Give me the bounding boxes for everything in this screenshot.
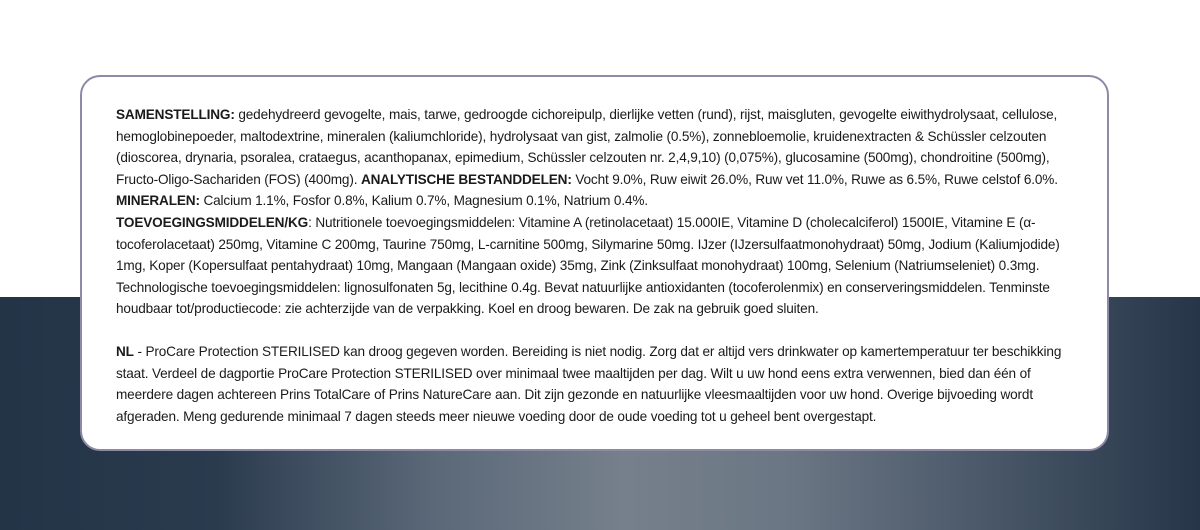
composition-paragraph [116,104,1089,320]
instructions-text: - ProCare Protection STERILISED kan droog gegeven worden. Bereiding is niet nodig. Zorg dat er altijd vers drinkwater op kamertemperatuur ter beschikking staat. Verdeel de dagportie ProCare Protection STERILISED over minimaal twee maaltijden per dag. Wilt u uw hond eens extra verwennen, bied dan één of meerdere dagen achtereen Prins TotalCare of Prins NatureCare aan. Dit zijn gezonde en natuurlijke vleesmaaltijden voor uw hond. Overige bijvoeding wordt afgeraden. Meng gedurende minimaal 7 dagen steeds meer nieuwe voeding door de oude voeding tot u geheel bent overgestapt. [116,343,1062,424]
composition-text: gedehydreerd gevogelte, mais, tarwe, gedroogde cichoreipulp, dierlijke vetten (rund), rijst, maisgluten, gevogelte eiwithydrolysaat, cellulose, hemoglobinepoeder, maltodextrine, mineralen (kaliumchloride), hydrolysaat van gist, zalmolie (0.5%), zonnebloemolie, kruidenextracten & Schüssler celzouten (dioscorea, drynaria, psoralea, crataegus, acanthopanax, epimedium, Schüssler celzouten nr. 2,4,9,10) (0,075%), glucosamine (500mg), chondroitine (500mg), Fructo-Oligo-Sachariden (FOS) (400mg). [116,107,1058,187]
minerals-heading: MINERALEN: [116,193,200,209]
additives-heading: TOEVOEGINGSMIDDELEN/KG [116,214,309,230]
language-code: NL [116,343,134,359]
product-label-card [80,75,1109,451]
analytical-text: Vocht 9.0%, Ruw eiwit 26.0%, Ruw vet 11.0%, Ruwe as 6.5%, Ruwe celstof 6.0%. [571,171,1058,187]
minerals-text: Calcium 1.1%, Fosfor 0.8%, Kalium 0.7%, Magnesium 0.1%, Natrium 0.4%. [199,193,648,209]
additives-text: : Nutritionele toevoegingsmiddelen: Vitamine A (retinolacetaat) 15.000IE, Vitamine D (cholecalciferol) 1500IE, Vitamine E (α-tocoferolacetaat) 250mg, Vitamine C 200mg, Taurine 750mg, L-carnitine 500mg, Silymarine 50mg. IJzer (IJzersulfaatmonohydraat) 50mg, Jodium (Kaliumjodide) 1mg, Koper (Kopersulfaat pentahydraat) 10mg, Mangaan (Mangaan oxide) 35mg, Zink (Zinksulfaat monohydraat) 100mg, Selenium (Natriumseleniet) 0.3mg. Technologische toevoegingsmiddelen: lignosulfonaten 5g, lecithine 0.4g. Bevat natuurlijke antioxidanten (tocoferolenmix) en conserveringsmiddelen. Tenminste houdbaar tot/productiecode: zie achterzijde van de verpakking. Koel en droog bewaren. De zak na gebruik goed sluiten. [116,214,1060,317]
analytical-heading: ANALYTISCHE BESTANDDELEN: [360,171,572,187]
instructions-paragraph [116,341,1089,427]
composition-heading: SAMENSTELLING: [116,107,235,122]
